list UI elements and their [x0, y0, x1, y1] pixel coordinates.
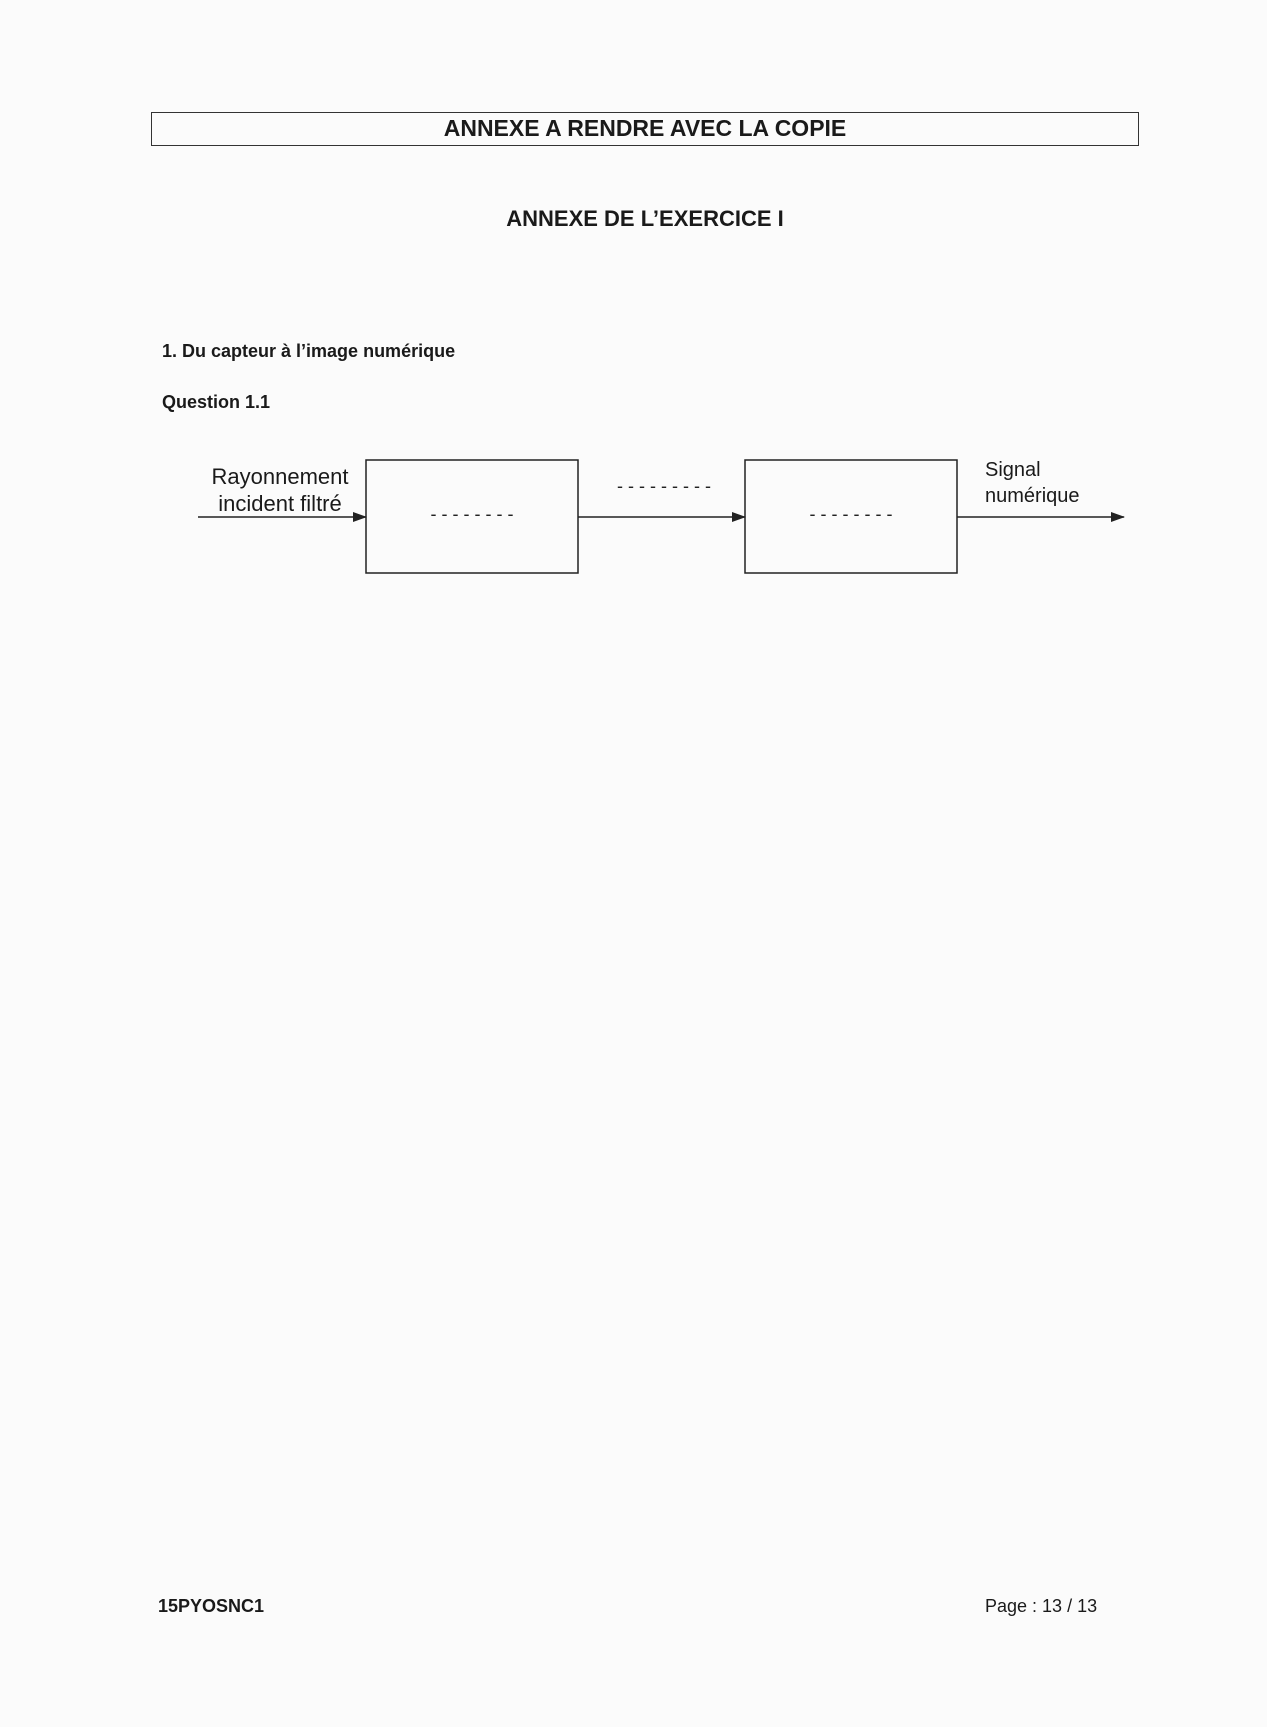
block-1-blank: - - - - - - - - — [430, 504, 514, 524]
header-title: ANNEXE A RENDRE AVEC LA COPIE — [443, 115, 847, 141]
input-label-line2: incident filtré — [218, 491, 342, 516]
block-diagram — [0, 0, 1267, 620]
document-code: 15PYOSNC1 — [158, 1596, 265, 1616]
exercise-title: ANNEXE DE L’EXERCICE I — [506, 206, 784, 231]
input-label-line1: Rayonnement — [211, 464, 349, 489]
section-title: 1. Du capteur à l’image numérique — [162, 341, 456, 361]
question-label: Question 1.1 — [162, 392, 271, 412]
output-label-line2: numérique — [985, 485, 1080, 507]
block-2-blank: - - - - - - - - — [809, 504, 893, 524]
page-number: Page : 13 / 13 — [985, 1596, 1098, 1616]
link-blank: - - - - - - - - - — [617, 476, 711, 496]
output-label-line1: Signal — [985, 459, 1041, 481]
